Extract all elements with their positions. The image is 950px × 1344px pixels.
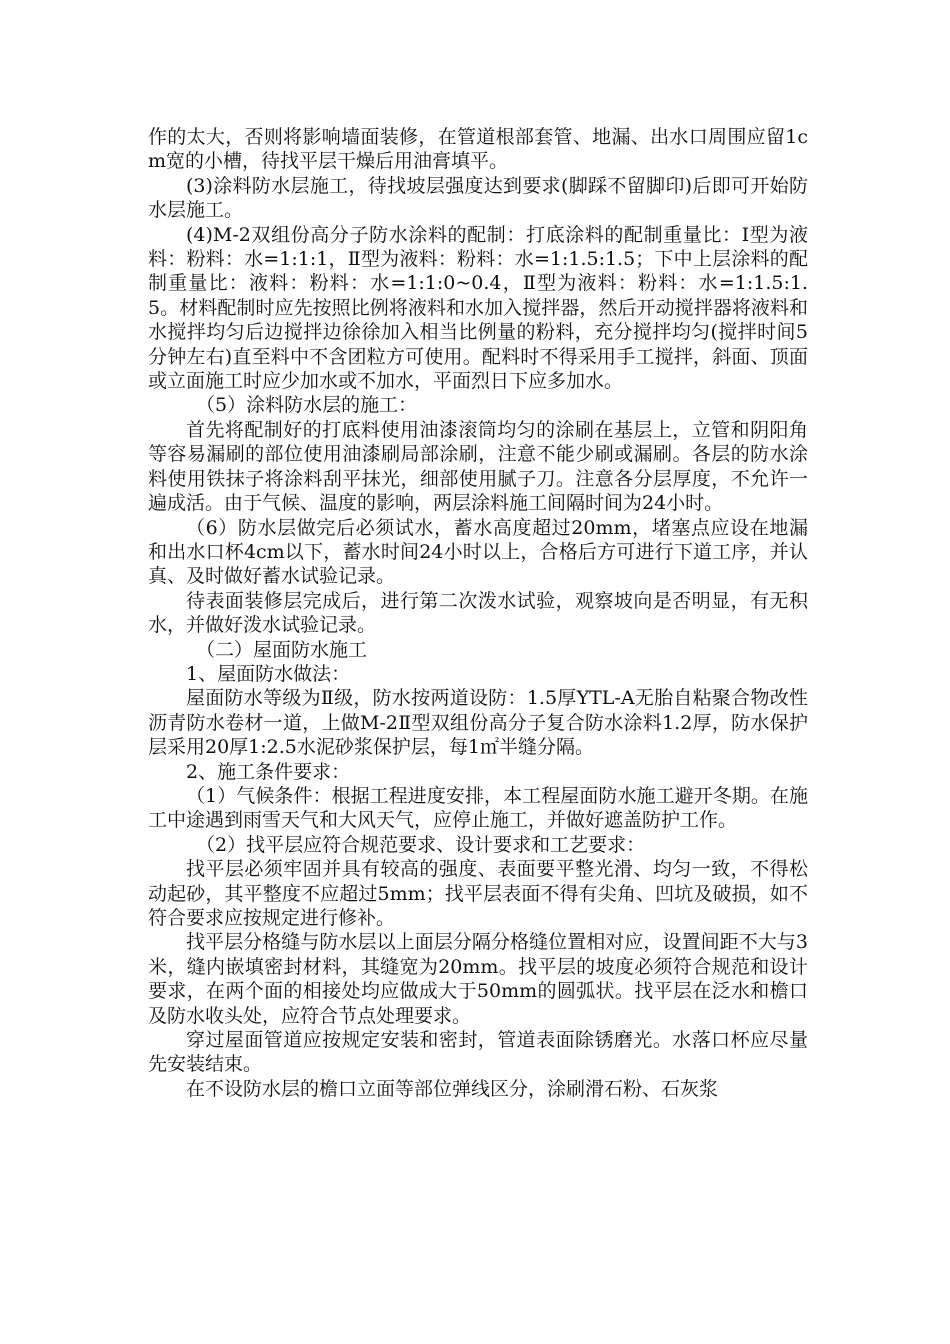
paragraph: (4)M-2双组份高分子防水涂料的配制：打底涂料的配制重量比：Ⅰ型为液料：粉料：水=1:1:1，Ⅱ型为液料：粉料：水=1:1.5:1.5；下中上层涂料的配制重量比：液料：粉料：水=1:1:0~0.4，Ⅱ型为液料：粉料：水=1:1.5:1.5。材料配制时应先按照比例将液料和水加入搅拌器，然后开动搅拌器将液料和水搅拌均匀后边搅拌边徐徐加入相当比例量的粉料，充分搅拌均匀(搅拌时间5分钟左右)直至料中不含团粒方可使用。配料时不得采用手工搅拌，斜面、顶面或立面施工时应少加水或不加水，平面烈日下应多加水。 — [148, 223, 808, 393]
paragraph: 待表面装修层完成后，进行第二次泼水试验，观察坡向是否明显，有无积水，并做好泼水试验记录。 — [148, 589, 808, 637]
subsection-heading: 2、施工条件要求： — [186, 760, 351, 783]
section-heading: （5）涂料防水层的施工： — [196, 394, 418, 417]
paragraph: 穿过屋面管道应按规定安装和密封，管道表面除锈磨光。水落口杯应尽量先安装结束。 — [148, 1029, 808, 1076]
section-heading: （2）找平层应符合规范要求、设计要求和工艺要求： — [196, 833, 646, 856]
paragraph: （6）防水层做完后必须试水，蓄水高度超过20mm，堵塞点应设在地漏和出水口杯4cm以下，蓄水时间24小时以上，合格后方可进行下道工序，并认真、及时做好蓄水试验记录。 — [148, 516, 808, 588]
paragraph: (3)涂料防水层施工，待找坡层强度达到要求(脚踩不留脚印)后即可开始防水层施工。 — [148, 174, 808, 222]
paragraph: 找平层分格缝与防水层以上面层分隔分格缝位置相对应，设置间距不大与3米，缝内嵌填密封材料，其缝宽为20mm。找平层的坡度必须符合规范和设计要求，在两个面的相接处均应做成大于50mm的圆弧状。找平层在泛水和檐口及防水收头处，应符合节点处理要求。 — [148, 931, 808, 1027]
paragraph: 找平层必须牢固并具有较高的强度、表面要平整光滑、均匀一致，不得松动起砂，其平整度不应超过5mm；找平层表面不得有尖角、凹坑及破损，如不符合要求应按规定进行修补。 — [148, 858, 808, 929]
paragraph: 屋面防水等级为Ⅱ级，防水按两道设防：1.5厚YTL-A无胎自粘聚合物改性沥青防水卷材一道，上做M-2Ⅱ型双组份高分子复合防水涂料1.2厚，防水保护层采用20厚1:2.5水泥砂浆保护层，每1㎡半缝分隔。 — [148, 687, 808, 759]
paragraph: 首先将配制好的打底料使用油漆滚筒均匀的涂刷在基层上，立管和阴阳角等容易漏刷的部位使用油漆刷局部涂刷，注意不能少刷或漏刷。各层的防水涂料使用铁抹子将涂料刮平抹光，细部使用腻子刀。注意各分层厚度，不允许一遍成活。由于气候、温度的影响，两层涂料施工间隔时间为24小时。 — [148, 418, 808, 515]
paragraph: 作的太大，否则将影响墙面装修，在管道根部套管、地漏、出水口周围应留1cm宽的小槽，待找平层干燥后用油膏填平。 — [148, 126, 808, 173]
section-heading: （二）屋面防水施工 — [196, 638, 368, 661]
subsection-heading: 1、屋面防水做法： — [186, 662, 351, 685]
paragraph: 在不设防水层的檐口立面等部位弹线区分，涂刷滑石粉、石灰浆 — [186, 1077, 719, 1100]
document-body — [148, 125, 808, 1101]
paragraph: （1）气候条件：根据工程进度安排，本工程屋面防水施工避开冬期。在施工中途遇到雨雪天气和大风天气，应停止施工，并做好遮盖防护工作。 — [148, 784, 808, 832]
